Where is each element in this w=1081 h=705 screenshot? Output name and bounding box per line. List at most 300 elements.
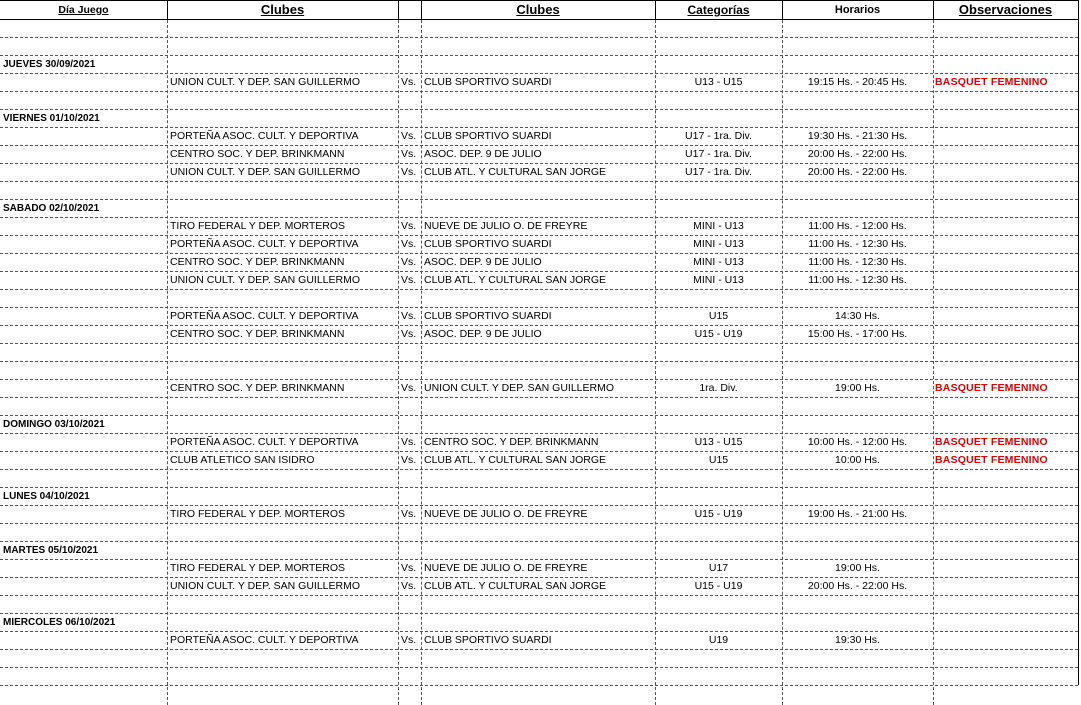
- local-club-cell: CLUB ATLETICO SAN ISIDRO: [170, 454, 315, 466]
- vs-cell: Vs.: [401, 454, 417, 466]
- observation-cell: [933, 398, 1078, 415]
- dia-cell: MARTES 05/10/2021: [3, 545, 99, 556]
- visiting-club-cell: [421, 650, 655, 667]
- visiting-club-cell: [421, 290, 655, 307]
- vs-cell: [398, 488, 421, 505]
- dia-cell: [0, 398, 167, 415]
- local-club-cell: [167, 200, 398, 217]
- schedule-time-cell: 19:30 Hs. - 21:30 Hs.: [807, 130, 908, 142]
- match-row: [0, 128, 1078, 146]
- match-row: [0, 236, 1078, 254]
- dia-cell: [0, 434, 167, 451]
- observation-cell: [933, 146, 1078, 163]
- local-club-cell: [167, 524, 398, 541]
- local-club-cell: [167, 362, 398, 379]
- vs-cell: [398, 56, 421, 73]
- visiting-club-cell: [421, 38, 655, 55]
- local-club-cell: UNION CULT. Y DEP. SAN GUILLERMO: [170, 166, 361, 178]
- category-cell: 1ra. Div.: [699, 382, 738, 394]
- column-divider: [782, 20, 783, 705]
- blank-row: [0, 524, 1078, 542]
- category-cell: [655, 416, 782, 433]
- vs-cell: [398, 344, 421, 361]
- local-club-cell: [167, 596, 398, 613]
- observation-cell: [933, 56, 1078, 73]
- vs-cell: [398, 110, 421, 127]
- dia-cell: [0, 20, 167, 37]
- dia-cell: LUNES 04/10/2021: [3, 491, 90, 502]
- local-club-cell: PORTEÑA ASOC. CULT. Y DEPORTIVA: [170, 436, 359, 448]
- blank-row: [0, 290, 1078, 308]
- local-club-cell: UNION CULT. Y DEP. SAN GUILLERMO: [170, 76, 361, 88]
- visiting-club-cell: [421, 200, 655, 217]
- blank-row: [0, 398, 1078, 416]
- day-row: [0, 416, 1078, 434]
- category-cell: U15 - U19: [694, 328, 743, 340]
- dia-cell: [0, 74, 167, 91]
- visiting-club-cell: [421, 596, 655, 613]
- blank-row: [0, 182, 1078, 200]
- observation-cell: BASQUET FEMENINO: [935, 76, 1048, 88]
- category-cell: U17 - 1ra. Div.: [685, 166, 752, 178]
- vs-cell: Vs.: [401, 130, 417, 142]
- dia-cell: [0, 470, 167, 487]
- header-divider: [782, 0, 783, 20]
- local-club-cell: TIRO FEDERAL Y DEP. MORTEROS: [170, 562, 346, 574]
- blank-row: [0, 38, 1078, 56]
- observation-cell: [933, 362, 1078, 379]
- local-club-cell: [167, 668, 398, 685]
- visiting-club-cell: NUEVE DE JULIO O. DE FREYRE: [424, 508, 588, 520]
- dia-cell: [0, 452, 167, 469]
- visiting-club-cell: [421, 56, 655, 73]
- day-row: [0, 110, 1078, 128]
- category-cell: MINI - U13: [693, 238, 744, 250]
- match-row: [0, 146, 1078, 164]
- schedule-time-cell: [782, 470, 933, 487]
- schedule-time-cell: 15:00 Hs. - 17:00 Hs.: [807, 328, 908, 340]
- local-club-cell: [167, 20, 398, 37]
- blank-row: [0, 362, 1078, 380]
- day-row: [0, 200, 1078, 218]
- vs-cell: [398, 668, 421, 685]
- category-cell: [655, 596, 782, 613]
- observation-cell: [933, 20, 1078, 37]
- visiting-club-cell: CLUB ATL. Y CULTURAL SAN JORGE: [424, 274, 607, 286]
- match-row: [0, 560, 1078, 578]
- schedule-time-cell: 11:00 Hs. - 12:30 Hs.: [808, 256, 907, 268]
- observation-cell: [933, 200, 1078, 217]
- visiting-club-cell: [421, 110, 655, 127]
- vs-cell: [398, 38, 421, 55]
- category-cell: U15: [708, 454, 729, 466]
- local-club-cell: UNION CULT. Y DEP. SAN GUILLERMO: [170, 274, 361, 286]
- schedule-time-cell: 11:00 Hs. - 12:00 Hs.: [808, 220, 907, 232]
- category-cell: [655, 362, 782, 379]
- match-row: [0, 632, 1078, 650]
- category-cell: U15: [708, 310, 729, 322]
- category-cell: [655, 290, 782, 307]
- schedule-time-cell: [782, 362, 933, 379]
- schedule-time-cell: [782, 668, 933, 685]
- vs-cell: [398, 524, 421, 541]
- vs-cell: Vs.: [401, 580, 417, 592]
- local-club-cell: [167, 416, 398, 433]
- visiting-club-cell: UNION CULT. Y DEP. SAN GUILLERMO: [424, 382, 615, 394]
- observation-cell: [933, 524, 1078, 541]
- column-divider: [421, 20, 422, 705]
- visiting-club-cell: CLUB SPORTIVO SUARDI: [424, 76, 552, 88]
- dia-cell: [0, 668, 167, 685]
- header-divider: [933, 0, 934, 20]
- schedule-time-cell: 14:30 Hs.: [835, 310, 880, 322]
- dia-cell: [0, 344, 167, 361]
- local-club-cell: UNION CULT. Y DEP. SAN GUILLERMO: [170, 580, 361, 592]
- observation-cell: [933, 110, 1078, 127]
- schedule-time-cell: 11:00 Hs. - 12:30 Hs.: [808, 274, 907, 286]
- observation-cell: [933, 218, 1078, 235]
- schedule-time-cell: 20:00 Hs. - 22:00 Hs.: [807, 148, 908, 160]
- observation-cell: [933, 182, 1078, 199]
- schedule-time-cell: [782, 182, 933, 199]
- schedule-time-cell: [782, 290, 933, 307]
- observation-cell: BASQUET FEMENINO: [935, 436, 1048, 448]
- sheet-right-border: [1078, 0, 1079, 685]
- blank-row: [0, 344, 1078, 362]
- observation-cell: [933, 344, 1078, 361]
- schedule-time-cell: [782, 524, 933, 541]
- vs-cell: Vs.: [401, 256, 417, 268]
- schedule-time-cell: 10:00 Hs. - 12:00 Hs.: [807, 436, 908, 448]
- category-cell: MINI - U13: [693, 274, 744, 286]
- match-row: [0, 218, 1078, 236]
- schedule-time-cell: 19:00 Hs.: [835, 382, 880, 394]
- observation-cell: [933, 326, 1078, 343]
- visiting-club-cell: CLUB SPORTIVO SUARDI: [424, 634, 552, 646]
- vs-cell: Vs.: [401, 310, 417, 322]
- visiting-club-cell: [421, 20, 655, 37]
- match-row: [0, 74, 1078, 92]
- vs-cell: Vs.: [401, 436, 417, 448]
- match-row: [0, 434, 1078, 452]
- dia-cell: JUEVES 30/09/2021: [3, 59, 96, 70]
- local-club-cell: [167, 56, 398, 73]
- observation-cell: [933, 650, 1078, 667]
- local-club-cell: CENTRO SOC. Y DEP. BRINKMANN: [170, 148, 345, 160]
- category-cell: U17: [708, 562, 729, 574]
- schedule-time-cell: [782, 650, 933, 667]
- local-club-cell: CENTRO SOC. Y DEP. BRINKMANN: [170, 382, 345, 394]
- visiting-club-cell: [421, 92, 655, 109]
- blank-row: [0, 20, 1078, 38]
- observation-cell: [933, 128, 1078, 145]
- schedule-time-cell: [782, 110, 933, 127]
- observation-cell: [933, 254, 1078, 271]
- column-divider: [933, 20, 934, 705]
- visiting-club-cell: CLUB ATL. Y CULTURAL SAN JORGE: [424, 580, 607, 592]
- observation-cell: BASQUET FEMENINO: [935, 454, 1048, 466]
- category-cell: [655, 20, 782, 37]
- dia-cell: [0, 272, 167, 289]
- local-club-cell: [167, 110, 398, 127]
- visiting-club-cell: [421, 470, 655, 487]
- visiting-club-cell: [421, 542, 655, 559]
- local-club-cell: [167, 614, 398, 631]
- vs-cell: [398, 92, 421, 109]
- vs-cell: [398, 20, 421, 37]
- visiting-club-cell: [421, 488, 655, 505]
- observation-cell: [933, 470, 1078, 487]
- match-row: [0, 326, 1078, 344]
- observation-cell: [933, 164, 1078, 181]
- header-divider: [398, 0, 399, 20]
- category-cell: [655, 110, 782, 127]
- match-row: [0, 164, 1078, 182]
- category-cell: MINI - U13: [693, 220, 744, 232]
- vs-cell: [398, 470, 421, 487]
- match-row: [0, 308, 1078, 326]
- observation-cell: [933, 416, 1078, 433]
- day-row: [0, 614, 1078, 632]
- visiting-club-cell: [421, 524, 655, 541]
- vs-cell: Vs.: [401, 76, 417, 88]
- observation-cell: [933, 560, 1078, 577]
- vs-cell: [398, 542, 421, 559]
- vs-cell: [398, 182, 421, 199]
- visiting-club-cell: [421, 344, 655, 361]
- dia-cell: [0, 362, 167, 379]
- observation-cell: [933, 290, 1078, 307]
- blank-row: [0, 470, 1078, 488]
- local-club-cell: [167, 470, 398, 487]
- schedule-time-cell: 20:00 Hs. - 22:00 Hs.: [807, 580, 908, 592]
- local-club-cell: [167, 542, 398, 559]
- schedule-time-cell: [782, 38, 933, 55]
- category-cell: U17 - 1ra. Div.: [685, 148, 752, 160]
- dia-cell: [0, 326, 167, 343]
- dia-cell: [0, 506, 167, 523]
- dia-cell: MIERCOLES 06/10/2021: [3, 617, 116, 628]
- schedule-time-cell: 19:15 Hs. - 20:45 Hs.: [807, 76, 908, 88]
- header-horarios: Horarios: [834, 4, 881, 16]
- vs-cell: [398, 416, 421, 433]
- visiting-club-cell: ASOC. DEP. 9 DE JULIO: [424, 328, 542, 340]
- dia-cell: [0, 218, 167, 235]
- local-club-cell: [167, 92, 398, 109]
- visiting-club-cell: CLUB SPORTIVO SUARDI: [424, 130, 552, 142]
- dia-cell: [0, 596, 167, 613]
- column-divider: [655, 20, 656, 705]
- category-cell: [655, 470, 782, 487]
- blank-row: [0, 596, 1078, 614]
- dia-cell: DOMINGO 03/10/2021: [3, 419, 105, 430]
- category-cell: MINI - U13: [693, 256, 744, 268]
- day-row: [0, 488, 1078, 506]
- blank-row: [0, 92, 1078, 110]
- observation-cell: [933, 614, 1078, 631]
- vs-cell: [398, 362, 421, 379]
- visiting-club-cell: CLUB SPORTIVO SUARDI: [424, 238, 552, 250]
- vs-cell: Vs.: [401, 562, 417, 574]
- local-club-cell: CENTRO SOC. Y DEP. BRINKMANN: [170, 328, 345, 340]
- schedule-time-cell: 19:30 Hs.: [835, 634, 880, 646]
- category-cell: [655, 56, 782, 73]
- header-vs-spacer: [398, 0, 421, 19]
- local-club-cell: TIRO FEDERAL Y DEP. MORTEROS: [170, 508, 346, 520]
- column-divider: [398, 20, 399, 705]
- category-cell: U13 - U15: [694, 76, 743, 88]
- local-club-cell: [167, 290, 398, 307]
- dia-cell: [0, 308, 167, 325]
- schedule-time-cell: [782, 20, 933, 37]
- vs-cell: [398, 200, 421, 217]
- category-cell: [655, 542, 782, 559]
- category-cell: [655, 200, 782, 217]
- category-cell: [655, 650, 782, 667]
- visiting-club-cell: [421, 398, 655, 415]
- observation-cell: [933, 236, 1078, 253]
- match-row: [0, 254, 1078, 272]
- header-row: [0, 0, 1078, 20]
- category-cell: [655, 488, 782, 505]
- visiting-club-cell: NUEVE DE JULIO O. DE FREYRE: [424, 562, 588, 574]
- match-row: [0, 506, 1078, 524]
- header-divider: [655, 0, 656, 20]
- vs-cell: Vs.: [401, 238, 417, 250]
- observation-cell: [933, 668, 1078, 685]
- match-row: [0, 272, 1078, 290]
- category-cell: [655, 398, 782, 415]
- header-clubes-local: Clubes: [260, 2, 305, 17]
- local-club-cell: PORTEÑA ASOC. CULT. Y DEPORTIVA: [170, 634, 359, 646]
- schedule-time-cell: [782, 92, 933, 109]
- dia-cell: [0, 146, 167, 163]
- match-row: [0, 380, 1078, 398]
- header-divider: [421, 0, 422, 20]
- match-row: [0, 578, 1078, 596]
- category-cell: U17 - 1ra. Div.: [685, 130, 752, 142]
- vs-cell: [398, 596, 421, 613]
- local-club-cell: [167, 398, 398, 415]
- category-cell: U15 - U19: [694, 580, 743, 592]
- blank-row: [0, 668, 1078, 686]
- visiting-club-cell: ASOC. DEP. 9 DE JULIO: [424, 148, 542, 160]
- local-club-cell: TIRO FEDERAL Y DEP. MORTEROS: [170, 220, 346, 232]
- local-club-cell: [167, 650, 398, 667]
- blank-row: [0, 650, 1078, 668]
- visiting-club-cell: [421, 614, 655, 631]
- schedule-time-cell: [782, 488, 933, 505]
- dia-cell: VIERNES 01/10/2021: [3, 113, 100, 124]
- header-dia-juego: Día Juego: [58, 4, 109, 16]
- observation-cell: [933, 92, 1078, 109]
- dia-cell: [0, 254, 167, 271]
- day-row: [0, 542, 1078, 560]
- vs-cell: [398, 290, 421, 307]
- schedule-time-cell: [782, 200, 933, 217]
- header-categorias: Categorías: [687, 3, 750, 17]
- vs-cell: [398, 398, 421, 415]
- dia-cell: [0, 38, 167, 55]
- category-cell: [655, 668, 782, 685]
- local-club-cell: [167, 38, 398, 55]
- local-club-cell: PORTEÑA ASOC. CULT. Y DEPORTIVA: [170, 310, 359, 322]
- dia-cell: [0, 380, 167, 397]
- visiting-club-cell: ASOC. DEP. 9 DE JULIO: [424, 256, 542, 268]
- visiting-club-cell: [421, 362, 655, 379]
- category-cell: [655, 182, 782, 199]
- schedule-time-cell: [782, 56, 933, 73]
- day-row: [0, 56, 1078, 74]
- local-club-cell: PORTEÑA ASOC. CULT. Y DEPORTIVA: [170, 238, 359, 250]
- category-cell: [655, 92, 782, 109]
- schedule-time-cell: 11:00 Hs. - 12:30 Hs.: [808, 238, 907, 250]
- local-club-cell: PORTEÑA ASOC. CULT. Y DEPORTIVA: [170, 130, 359, 142]
- dia-cell: [0, 182, 167, 199]
- vs-cell: Vs.: [401, 274, 417, 286]
- visiting-club-cell: [421, 416, 655, 433]
- category-cell: [655, 344, 782, 361]
- visiting-club-cell: CLUB ATL. Y CULTURAL SAN JORGE: [424, 166, 607, 178]
- category-cell: U13 - U15: [694, 436, 743, 448]
- observation-cell: [933, 308, 1078, 325]
- dia-cell: [0, 524, 167, 541]
- schedule-time-cell: [782, 344, 933, 361]
- observation-cell: [933, 596, 1078, 613]
- observation-cell: [933, 542, 1078, 559]
- header-observaciones: Observaciones: [958, 2, 1053, 17]
- visiting-club-cell: [421, 182, 655, 199]
- vs-cell: Vs.: [401, 634, 417, 646]
- vs-cell: Vs.: [401, 148, 417, 160]
- dia-cell: [0, 632, 167, 649]
- dia-cell: [0, 92, 167, 109]
- category-cell: [655, 38, 782, 55]
- dia-cell: [0, 236, 167, 253]
- dia-cell: [0, 164, 167, 181]
- schedule-time-cell: [782, 398, 933, 415]
- visiting-club-cell: [421, 668, 655, 685]
- schedule-time-cell: 19:00 Hs.: [835, 562, 880, 574]
- schedule-time-cell: [782, 614, 933, 631]
- category-cell: [655, 524, 782, 541]
- visiting-club-cell: NUEVE DE JULIO O. DE FREYRE: [424, 220, 588, 232]
- observation-cell: BASQUET FEMENINO: [935, 382, 1048, 394]
- header-divider: [167, 0, 168, 20]
- local-club-cell: CENTRO SOC. Y DEP. BRINKMANN: [170, 256, 345, 268]
- vs-cell: Vs.: [401, 382, 417, 394]
- category-cell: U19: [708, 634, 729, 646]
- observation-cell: [933, 632, 1078, 649]
- visiting-club-cell: CENTRO SOC. Y DEP. BRINKMANN: [424, 436, 599, 448]
- vs-cell: [398, 650, 421, 667]
- visiting-club-cell: CLUB ATL. Y CULTURAL SAN JORGE: [424, 454, 607, 466]
- dia-cell: [0, 578, 167, 595]
- dia-cell: [0, 128, 167, 145]
- schedule-time-cell: [782, 416, 933, 433]
- schedule-time-cell: [782, 596, 933, 613]
- local-club-cell: [167, 344, 398, 361]
- schedule-time-cell: 20:00 Hs. - 22:00 Hs.: [807, 166, 908, 178]
- observation-cell: [933, 578, 1078, 595]
- vs-cell: [398, 614, 421, 631]
- dia-cell: SABADO 02/10/2021: [3, 203, 100, 214]
- dia-cell: [0, 560, 167, 577]
- category-cell: [655, 614, 782, 631]
- match-row: [0, 452, 1078, 470]
- local-club-cell: [167, 182, 398, 199]
- vs-cell: Vs.: [401, 508, 417, 520]
